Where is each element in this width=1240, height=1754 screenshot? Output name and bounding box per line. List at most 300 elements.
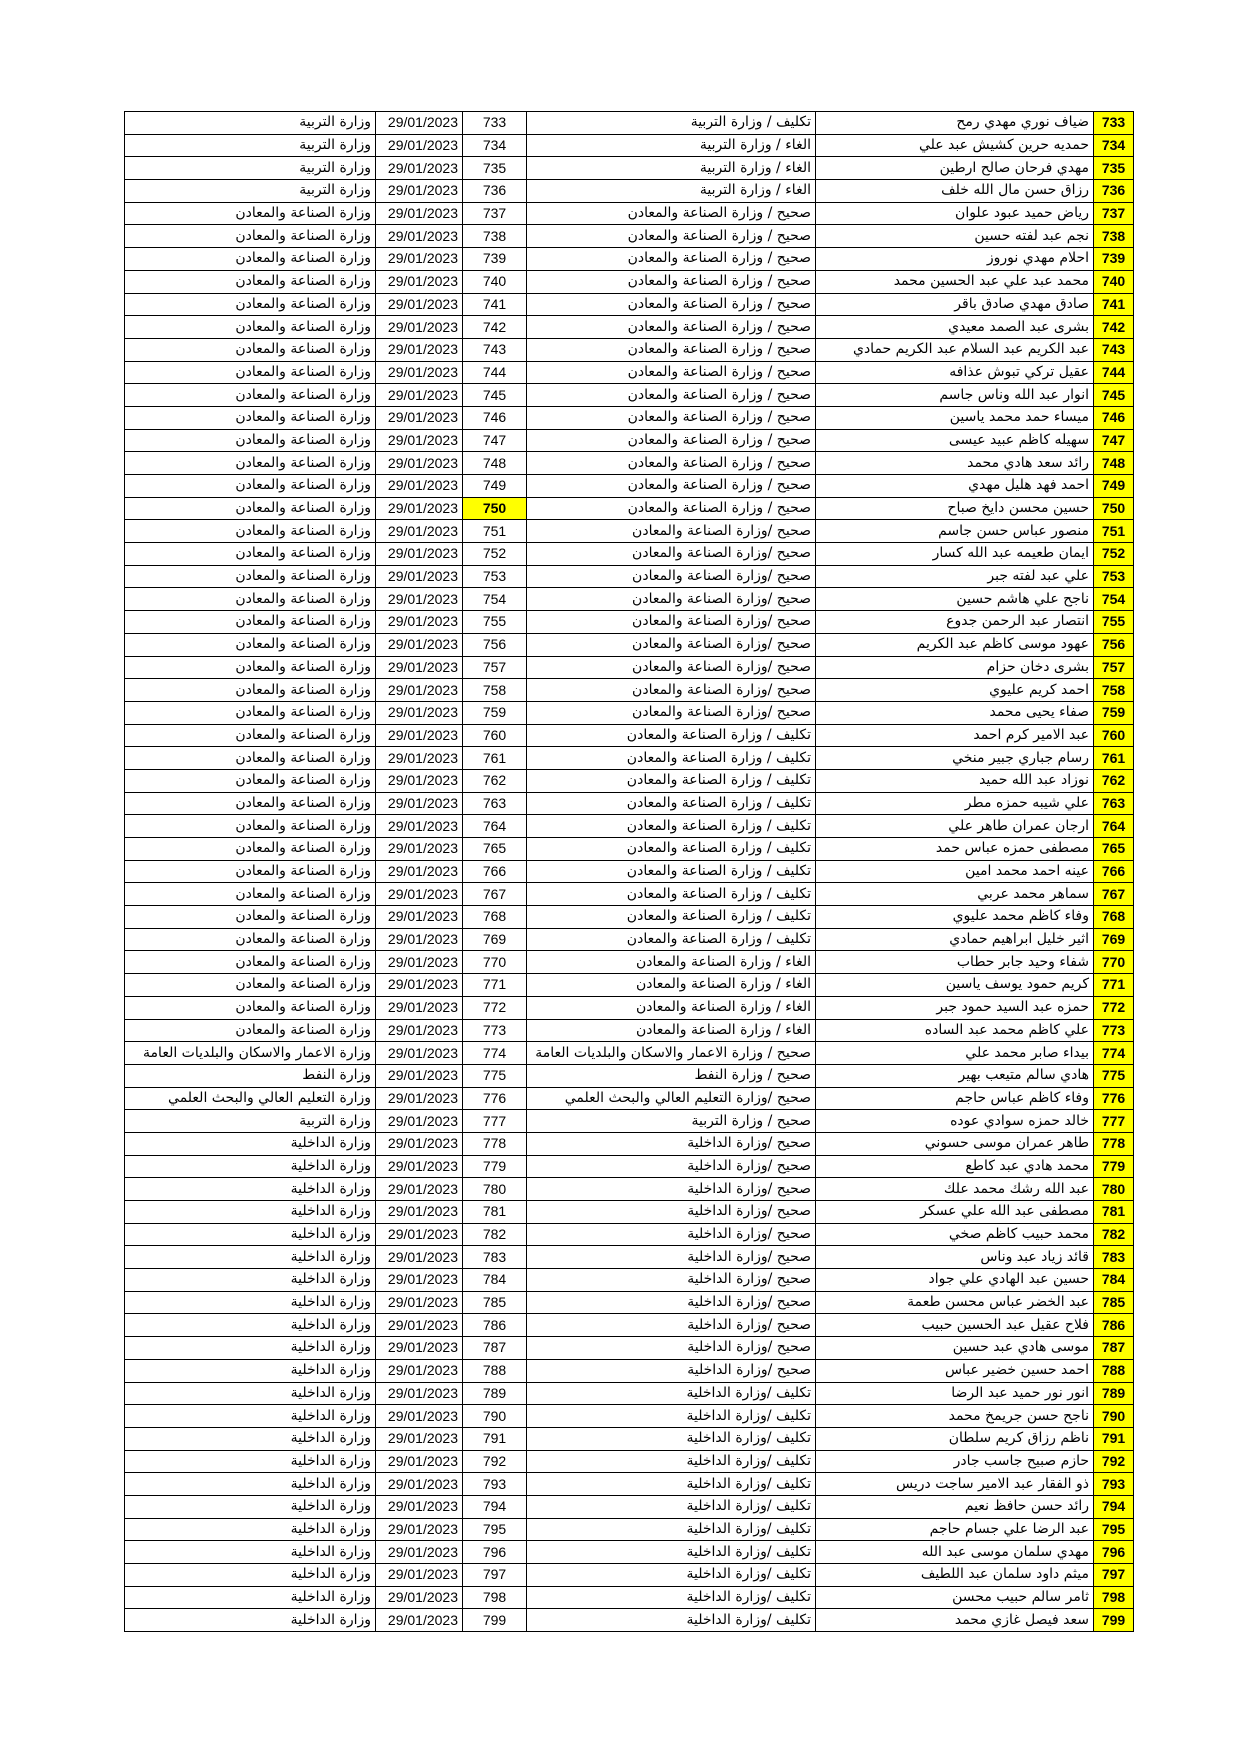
ministry-cell: وزارة الصناعة والمعادن: [125, 270, 376, 293]
person-name-cell: ناجح حسن جريمخ محمد: [816, 1405, 1094, 1428]
table-row: [125, 996, 1134, 1019]
table-row: [125, 951, 1134, 974]
sequence-number-cell: 746: [1094, 406, 1134, 429]
sequence-number-cell: 779: [1094, 1155, 1134, 1178]
date-cell: 29/01/2023: [376, 928, 463, 951]
date-cell: 29/01/2023: [376, 157, 463, 180]
date-cell: 29/01/2023: [376, 656, 463, 679]
ministry-cell: وزارة الداخلية: [125, 1495, 376, 1518]
table-row: [125, 1291, 1134, 1314]
person-name-cell: حمديه حرين كشيش عبد علي: [816, 134, 1094, 157]
table-row: [125, 270, 1134, 293]
person-name-cell: بيداء صابر محمد علي: [816, 1042, 1094, 1065]
date-cell: 29/01/2023: [376, 1359, 463, 1382]
status-cell: تكليف / وزارة الصناعة والمعادن: [527, 769, 816, 792]
status-cell: تكليف / وزارة الصناعة والمعادن: [527, 747, 816, 770]
status-cell: صحيح /وزارة الداخلية: [527, 1269, 816, 1292]
reference-number-cell: 792: [463, 1450, 527, 1473]
reference-number-cell: 767: [463, 883, 527, 906]
sequence-number-cell: 764: [1094, 815, 1134, 838]
status-cell: الغاء / وزارة التربية: [527, 180, 816, 203]
table-row: [125, 1359, 1134, 1382]
sequence-number-cell: 766: [1094, 860, 1134, 883]
person-name-cell: ذو الفقار عبد الامير ساجت دريس: [816, 1473, 1094, 1496]
reference-number-cell: 762: [463, 769, 527, 792]
date-cell: 29/01/2023: [376, 815, 463, 838]
reference-number-cell: 755: [463, 611, 527, 634]
ministry-cell: وزارة الصناعة والمعادن: [125, 974, 376, 997]
person-name-cell: احلام مهدي نوروز: [816, 248, 1094, 271]
reference-number-cell: 746: [463, 406, 527, 429]
table-row: [125, 384, 1134, 407]
date-cell: 29/01/2023: [376, 406, 463, 429]
date-cell: 29/01/2023: [376, 1473, 463, 1496]
reference-number-cell: 733: [463, 112, 527, 135]
person-name-cell: علي عبد لفته جبر: [816, 565, 1094, 588]
person-name-cell: كريم حمود يوسف ياسين: [816, 974, 1094, 997]
person-name-cell: شفاء وحيد جابر حطاب: [816, 951, 1094, 974]
person-name-cell: رائد سعد هادي محمد: [816, 452, 1094, 475]
table-row: [125, 1087, 1134, 1110]
status-cell: صحيح /وزارة الداخلية: [527, 1132, 816, 1155]
ministry-cell: وزارة الصناعة والمعادن: [125, 996, 376, 1019]
ministry-cell: وزارة الداخلية: [125, 1473, 376, 1496]
reference-number-cell: 776: [463, 1087, 527, 1110]
reference-number-cell: 748: [463, 452, 527, 475]
date-cell: 29/01/2023: [376, 747, 463, 770]
date-cell: 29/01/2023: [376, 883, 463, 906]
reference-number-cell: 763: [463, 792, 527, 815]
reference-number-cell: 778: [463, 1132, 527, 1155]
table-row: [125, 1223, 1134, 1246]
sequence-number-cell: 773: [1094, 1019, 1134, 1042]
table-row: [125, 225, 1134, 248]
sequence-number-cell: 734: [1094, 134, 1134, 157]
table-row: [125, 1337, 1134, 1360]
date-cell: 29/01/2023: [376, 588, 463, 611]
ministry-cell: وزارة الصناعة والمعادن: [125, 293, 376, 316]
person-name-cell: انور نور حميد عبد الرضا: [816, 1382, 1094, 1405]
sequence-number-cell: 752: [1094, 543, 1134, 566]
table-row: [125, 180, 1134, 203]
reference-number-cell: 782: [463, 1223, 527, 1246]
status-cell: صحيح / وزارة الصناعة والمعادن: [527, 316, 816, 339]
reference-number-cell: 747: [463, 429, 527, 452]
person-name-cell: مهدي سلمان موسى عبد الله: [816, 1541, 1094, 1564]
sequence-number-cell: 778: [1094, 1132, 1134, 1155]
date-cell: 29/01/2023: [376, 429, 463, 452]
ministry-cell: وزارة الصناعة والمعادن: [125, 225, 376, 248]
date-cell: 29/01/2023: [376, 497, 463, 520]
date-cell: 29/01/2023: [376, 769, 463, 792]
person-name-cell: بشرى دخان حزام: [816, 656, 1094, 679]
table-row: [125, 202, 1134, 225]
person-name-cell: ناجح علي هاشم حسين: [816, 588, 1094, 611]
ministry-cell: وزارة الداخلية: [125, 1382, 376, 1405]
person-name-cell: طاهر عمران موسى حسوني: [816, 1132, 1094, 1155]
table-row: [125, 1314, 1134, 1337]
date-cell: 29/01/2023: [376, 520, 463, 543]
table-row: [125, 792, 1134, 815]
status-cell: صحيح / وزارة الصناعة والمعادن: [527, 270, 816, 293]
person-name-cell: قائد زياد عبد وناس: [816, 1246, 1094, 1269]
table-row: [125, 633, 1134, 656]
status-cell: صحيح /وزارة الصناعة والمعادن: [527, 588, 816, 611]
reference-number-cell: 772: [463, 996, 527, 1019]
table-row: [125, 429, 1134, 452]
status-cell: صحيح /وزارة الصناعة والمعادن: [527, 701, 816, 724]
reference-number-cell: 796: [463, 1541, 527, 1564]
person-name-cell: سهيله كاظم عبيد عيسى: [816, 429, 1094, 452]
person-name-cell: مصطفى عبد الله علي عسكر: [816, 1201, 1094, 1224]
sequence-number-cell: 775: [1094, 1064, 1134, 1087]
date-cell: 29/01/2023: [376, 384, 463, 407]
status-cell: تكليف /وزارة الداخلية: [527, 1564, 816, 1587]
person-name-cell: بشرى عبد الصمد معيدي: [816, 316, 1094, 339]
status-cell: تكليف / وزارة التربية: [527, 112, 816, 135]
ministry-cell: وزارة الداخلية: [125, 1609, 376, 1632]
reference-number-cell: 794: [463, 1495, 527, 1518]
reference-number-cell: 783: [463, 1246, 527, 1269]
ministry-cell: وزارة الداخلية: [125, 1269, 376, 1292]
records-table-body: [125, 112, 1134, 1632]
date-cell: 29/01/2023: [376, 1518, 463, 1541]
ministry-cell: وزارة الصناعة والمعادن: [125, 701, 376, 724]
date-cell: 29/01/2023: [376, 1178, 463, 1201]
ministry-cell: وزارة التربية: [125, 112, 376, 135]
table-row: [125, 1586, 1134, 1609]
table-row: [125, 588, 1134, 611]
person-name-cell: عبد الكريم عبد السلام عبد الكريم حمادي: [816, 338, 1094, 361]
ministry-cell: وزارة الداخلية: [125, 1541, 376, 1564]
date-cell: 29/01/2023: [376, 1087, 463, 1110]
sequence-number-cell: 771: [1094, 974, 1134, 997]
table-row: [125, 1201, 1134, 1224]
date-cell: 29/01/2023: [376, 701, 463, 724]
reference-number-cell: 780: [463, 1178, 527, 1201]
reference-number-cell: 793: [463, 1473, 527, 1496]
status-cell: صحيح / وزارة الصناعة والمعادن: [527, 406, 816, 429]
person-name-cell: منصور عباس حسن جاسم: [816, 520, 1094, 543]
sequence-number-cell: 793: [1094, 1473, 1134, 1496]
ministry-cell: وزارة الداخلية: [125, 1246, 376, 1269]
sequence-number-cell: 794: [1094, 1495, 1134, 1518]
sequence-number-cell: 767: [1094, 883, 1134, 906]
ministry-cell: وزارة الداخلية: [125, 1586, 376, 1609]
ministry-cell: وزارة الصناعة والمعادن: [125, 452, 376, 475]
person-name-cell: حسين محسن دايخ صباح: [816, 497, 1094, 520]
person-name-cell: عقيل تركي تبوش عذافه: [816, 361, 1094, 384]
reference-number-cell: 734: [463, 134, 527, 157]
reference-number-cell: 774: [463, 1042, 527, 1065]
status-cell: صحيح / وزارة التربية: [527, 1110, 816, 1133]
status-cell: الغاء / وزارة الصناعة والمعادن: [527, 1019, 816, 1042]
reference-number-cell: 773: [463, 1019, 527, 1042]
date-cell: 29/01/2023: [376, 1609, 463, 1632]
reference-number-cell: 751: [463, 520, 527, 543]
reference-number-cell: 788: [463, 1359, 527, 1382]
sequence-number-cell: 736: [1094, 180, 1134, 203]
reference-number-cell: 736: [463, 180, 527, 203]
sequence-number-cell: 780: [1094, 1178, 1134, 1201]
person-name-cell: احمد حسين خضير عباس: [816, 1359, 1094, 1382]
date-cell: 29/01/2023: [376, 361, 463, 384]
status-cell: الغاء / وزارة الصناعة والمعادن: [527, 974, 816, 997]
sequence-number-cell: 792: [1094, 1450, 1134, 1473]
person-name-cell: وفاء كاظم محمد عليوي: [816, 906, 1094, 929]
sequence-number-cell: 763: [1094, 792, 1134, 815]
person-name-cell: انوار عبد الله وناس جاسم: [816, 384, 1094, 407]
person-name-cell: نجم عبد لفته حسين: [816, 225, 1094, 248]
sequence-number-cell: 786: [1094, 1314, 1134, 1337]
sequence-number-cell: 747: [1094, 429, 1134, 452]
ministry-cell: وزارة الصناعة والمعادن: [125, 497, 376, 520]
sequence-number-cell: 768: [1094, 906, 1134, 929]
sequence-number-cell: 742: [1094, 316, 1134, 339]
table-row: [125, 361, 1134, 384]
ministry-cell: وزارة الصناعة والمعادن: [125, 951, 376, 974]
status-cell: صحيح /وزارة الداخلية: [527, 1359, 816, 1382]
table-row: [125, 656, 1134, 679]
date-cell: 29/01/2023: [376, 475, 463, 498]
sequence-number-cell: 744: [1094, 361, 1134, 384]
ministry-cell: وزارة الصناعة والمعادن: [125, 883, 376, 906]
date-cell: 29/01/2023: [376, 1405, 463, 1428]
person-name-cell: صادق مهدي صادق باقر: [816, 293, 1094, 316]
table-row: [125, 1132, 1134, 1155]
ministry-cell: وزارة الداخلية: [125, 1450, 376, 1473]
table-row: [125, 701, 1134, 724]
status-cell: صحيح / وزارة الاعمار والاسكان والبلديات العامة: [527, 1042, 816, 1065]
table-row: [125, 497, 1134, 520]
table-row: [125, 475, 1134, 498]
reference-number-cell: 749: [463, 475, 527, 498]
table-row: [125, 974, 1134, 997]
date-cell: 29/01/2023: [376, 724, 463, 747]
ministry-cell: وزارة الصناعة والمعادن: [125, 202, 376, 225]
status-cell: صحيح /وزارة التعليم العالي والبحث العلمي: [527, 1087, 816, 1110]
reference-number-cell: 790: [463, 1405, 527, 1428]
sequence-number-cell: 782: [1094, 1223, 1134, 1246]
reference-number-cell: 745: [463, 384, 527, 407]
reference-number-cell: 750: [463, 497, 527, 520]
person-name-cell: ارجان عمران طاهر علي: [816, 815, 1094, 838]
ministry-cell: وزارة الصناعة والمعادن: [125, 338, 376, 361]
person-name-cell: انتصار عبد الرحمن جدوع: [816, 611, 1094, 634]
status-cell: صحيح /وزارة الداخلية: [527, 1178, 816, 1201]
status-cell: صحيح / وزارة الصناعة والمعادن: [527, 338, 816, 361]
date-cell: 29/01/2023: [376, 1541, 463, 1564]
ministry-cell: وزارة الصناعة والمعادن: [125, 656, 376, 679]
date-cell: 29/01/2023: [376, 1064, 463, 1087]
table-row: [125, 815, 1134, 838]
date-cell: 29/01/2023: [376, 860, 463, 883]
ministry-cell: وزارة الداخلية: [125, 1314, 376, 1337]
date-cell: 29/01/2023: [376, 1586, 463, 1609]
person-name-cell: محمد عبد علي عبد الحسين محمد: [816, 270, 1094, 293]
status-cell: تكليف /وزارة الداخلية: [527, 1495, 816, 1518]
sequence-number-cell: 740: [1094, 270, 1134, 293]
table-row: [125, 1609, 1134, 1632]
date-cell: 29/01/2023: [376, 293, 463, 316]
date-cell: 29/01/2023: [376, 611, 463, 634]
status-cell: صحيح / وزارة الصناعة والمعادن: [527, 293, 816, 316]
status-cell: صحيح /وزارة الداخلية: [527, 1223, 816, 1246]
ministry-cell: وزارة الصناعة والمعادن: [125, 248, 376, 271]
ministry-cell: وزارة الداخلية: [125, 1427, 376, 1450]
sequence-number-cell: 769: [1094, 928, 1134, 951]
date-cell: 29/01/2023: [376, 1019, 463, 1042]
person-name-cell: ميثم داود سلمان عبد اللطيف: [816, 1564, 1094, 1587]
date-cell: 29/01/2023: [376, 180, 463, 203]
status-cell: الغاء / وزارة التربية: [527, 134, 816, 157]
sequence-number-cell: 750: [1094, 497, 1134, 520]
person-name-cell: عينه احمد محمد امين: [816, 860, 1094, 883]
date-cell: 29/01/2023: [376, 1155, 463, 1178]
table-row: [125, 1042, 1134, 1065]
reference-number-cell: 756: [463, 633, 527, 656]
status-cell: صحيح / وزارة الصناعة والمعادن: [527, 225, 816, 248]
table-row: [125, 248, 1134, 271]
sequence-number-cell: 787: [1094, 1337, 1134, 1360]
ministry-cell: وزارة الصناعة والمعادن: [125, 928, 376, 951]
date-cell: 29/01/2023: [376, 1201, 463, 1224]
ministry-cell: وزارة الصناعة والمعادن: [125, 361, 376, 384]
status-cell: تكليف /وزارة الداخلية: [527, 1473, 816, 1496]
table-row: [125, 1019, 1134, 1042]
status-cell: صحيح / وزارة الصناعة والمعادن: [527, 475, 816, 498]
status-cell: صحيح /وزارة الصناعة والمعادن: [527, 520, 816, 543]
person-name-cell: رزاق حسن مال الله خلف: [816, 180, 1094, 203]
person-name-cell: سعد فيصل غازي محمد: [816, 1609, 1094, 1632]
table-row: [125, 747, 1134, 770]
table-row: [125, 1450, 1134, 1473]
date-cell: 29/01/2023: [376, 633, 463, 656]
ministry-cell: وزارة الصناعة والمعادن: [125, 633, 376, 656]
table-row: [125, 611, 1134, 634]
sequence-number-cell: 789: [1094, 1382, 1134, 1405]
reference-number-cell: 770: [463, 951, 527, 974]
date-cell: 29/01/2023: [376, 679, 463, 702]
ministry-cell: وزارة الداخلية: [125, 1405, 376, 1428]
reference-number-cell: 753: [463, 565, 527, 588]
sequence-number-cell: 753: [1094, 565, 1134, 588]
sequence-number-cell: 785: [1094, 1291, 1134, 1314]
date-cell: 29/01/2023: [376, 906, 463, 929]
table-row: [125, 928, 1134, 951]
reference-number-cell: 742: [463, 316, 527, 339]
person-name-cell: علي كاظم محمد عبد الساده: [816, 1019, 1094, 1042]
person-name-cell: حسين عبد الهادي علي جواد: [816, 1269, 1094, 1292]
sequence-number-cell: 757: [1094, 656, 1134, 679]
status-cell: صحيح /وزارة الصناعة والمعادن: [527, 656, 816, 679]
reference-number-cell: 759: [463, 701, 527, 724]
status-cell: صحيح /وزارة الداخلية: [527, 1314, 816, 1337]
person-name-cell: هادي سالم متيعب بهير: [816, 1064, 1094, 1087]
table-row: [125, 112, 1134, 135]
table-row: [125, 1495, 1134, 1518]
person-name-cell: سماهر محمد عربي: [816, 883, 1094, 906]
sequence-number-cell: 756: [1094, 633, 1134, 656]
table-row: [125, 157, 1134, 180]
table-row: [125, 1382, 1134, 1405]
person-name-cell: مهدي فرحان صالح ارطين: [816, 157, 1094, 180]
status-cell: تكليف /وزارة الداخلية: [527, 1586, 816, 1609]
sequence-number-cell: 799: [1094, 1609, 1134, 1632]
person-name-cell: محمد حبيب كاظم صخي: [816, 1223, 1094, 1246]
person-name-cell: اثير خليل ابراهيم حمادي: [816, 928, 1094, 951]
sequence-number-cell: 735: [1094, 157, 1134, 180]
status-cell: صحيح / وزارة الصناعة والمعادن: [527, 452, 816, 475]
date-cell: 29/01/2023: [376, 270, 463, 293]
sequence-number-cell: 760: [1094, 724, 1134, 747]
records-table: [124, 111, 1134, 1632]
table-row: [125, 1541, 1134, 1564]
person-name-cell: حمزه عبد السيد حمود جبر: [816, 996, 1094, 1019]
sequence-number-cell: 777: [1094, 1110, 1134, 1133]
person-name-cell: عهود موسى كاظم عبد الكريم: [816, 633, 1094, 656]
ministry-cell: وزارة الداخلية: [125, 1337, 376, 1360]
reference-number-cell: 739: [463, 248, 527, 271]
table-row: [125, 1427, 1134, 1450]
reference-number-cell: 779: [463, 1155, 527, 1178]
sequence-number-cell: 748: [1094, 452, 1134, 475]
status-cell: تكليف / وزارة الصناعة والمعادن: [527, 815, 816, 838]
table-row: [125, 452, 1134, 475]
ministry-cell: وزارة الصناعة والمعادن: [125, 679, 376, 702]
sequence-number-cell: 761: [1094, 747, 1134, 770]
reference-number-cell: 738: [463, 225, 527, 248]
status-cell: تكليف /وزارة الداخلية: [527, 1609, 816, 1632]
reference-number-cell: 787: [463, 1337, 527, 1360]
sequence-number-cell: 774: [1094, 1042, 1134, 1065]
person-name-cell: خالد حمزه سوادي عوده: [816, 1110, 1094, 1133]
ministry-cell: وزارة الصناعة والمعادن: [125, 792, 376, 815]
sequence-number-cell: 791: [1094, 1427, 1134, 1450]
sequence-number-cell: 739: [1094, 248, 1134, 271]
ministry-cell: وزارة التعليم العالي والبحث العلمي: [125, 1087, 376, 1110]
reference-number-cell: 798: [463, 1586, 527, 1609]
table-row: [125, 1564, 1134, 1587]
person-name-cell: فلاح عقيل عبد الحسين حبيب: [816, 1314, 1094, 1337]
document-page: [124, 111, 1133, 1632]
table-row: [125, 293, 1134, 316]
sequence-number-cell: 762: [1094, 769, 1134, 792]
person-name-cell: ناظم رزاق كريم سلطان: [816, 1427, 1094, 1450]
date-cell: 29/01/2023: [376, 1495, 463, 1518]
date-cell: 29/01/2023: [376, 1269, 463, 1292]
table-row: [125, 543, 1134, 566]
date-cell: 29/01/2023: [376, 838, 463, 861]
table-row: [125, 724, 1134, 747]
table-row: [125, 406, 1134, 429]
person-name-cell: رسام جباري جبير منخي: [816, 747, 1094, 770]
status-cell: صحيح /وزارة الصناعة والمعادن: [527, 565, 816, 588]
date-cell: 29/01/2023: [376, 1337, 463, 1360]
sequence-number-cell: 738: [1094, 225, 1134, 248]
table-row: [125, 769, 1134, 792]
person-name-cell: عبد الرضا علي جسام حاجم: [816, 1518, 1094, 1541]
ministry-cell: وزارة الداخلية: [125, 1201, 376, 1224]
reference-number-cell: 741: [463, 293, 527, 316]
table-row: [125, 1269, 1134, 1292]
table-row: [125, 1518, 1134, 1541]
ministry-cell: وزارة الصناعة والمعادن: [125, 429, 376, 452]
person-name-cell: حازم صبيح جاسب جادر: [816, 1450, 1094, 1473]
status-cell: تكليف /وزارة الداخلية: [527, 1518, 816, 1541]
date-cell: 29/01/2023: [376, 1564, 463, 1587]
ministry-cell: وزارة الداخلية: [125, 1132, 376, 1155]
